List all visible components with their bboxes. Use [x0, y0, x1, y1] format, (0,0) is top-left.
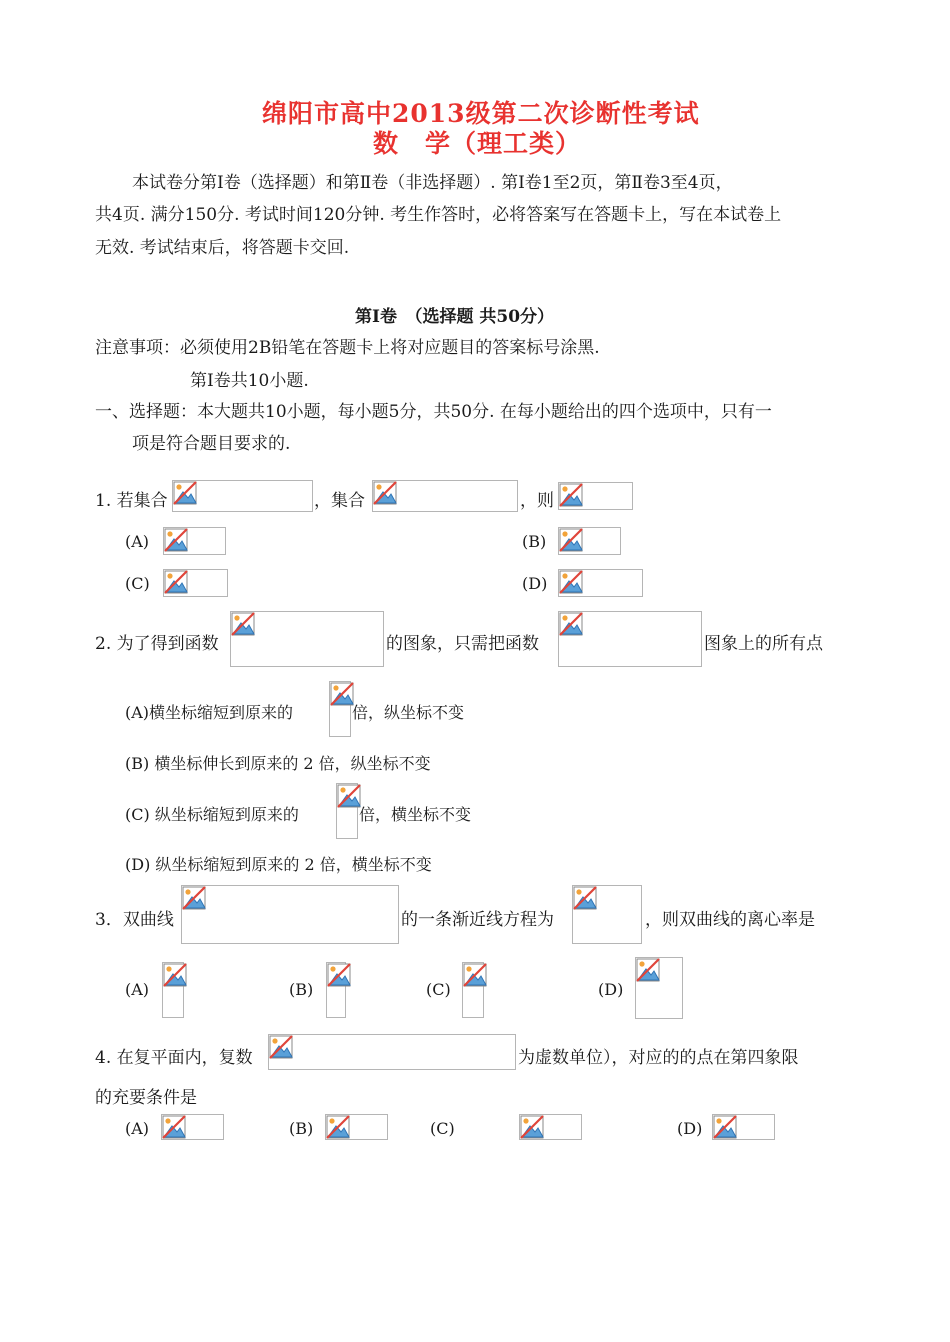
notice-line-2: 第Ⅰ卷共10小题.: [190, 371, 309, 391]
q1-mid: ，集合: [314, 491, 365, 511]
q3-tail: ，则双曲线的离心率是: [645, 910, 815, 930]
q4-option-c-label: (C): [430, 1119, 455, 1138]
formula-image: [329, 681, 351, 737]
formula-image: [336, 783, 358, 839]
exam-subtitle: 数 学（理工类）: [373, 129, 582, 158]
formula-image: [163, 527, 226, 555]
q2-tail: 图象上的所有点: [704, 634, 823, 654]
broken-image-icon: [373, 481, 397, 505]
part-line-1: 一、选择题：本大题共10小题，每小题5分，共50分. 在每小题给出的四个选项中，只有一: [95, 402, 772, 422]
broken-image-icon: [337, 784, 361, 808]
formula-image: [558, 569, 643, 597]
intro-line-2: 共4页. 满分150分. 考试时间120分钟. 考生作答时，必将答案写在答题卡上，写在本试卷上: [95, 205, 782, 225]
broken-image-icon: [520, 1115, 544, 1139]
q2-option-c-pre: (C) 纵坐标缩短到原来的: [125, 805, 299, 824]
broken-image-icon: [559, 570, 583, 594]
q2-option-c-post: 倍，横坐标不变: [359, 805, 472, 824]
formula-image: [558, 527, 621, 555]
section-title: 第Ⅰ卷 （选择题 共50分）: [355, 307, 555, 327]
broken-image-icon: [559, 483, 583, 507]
q4-tail: 为虚数单位），对应的的点在第四象限: [518, 1048, 799, 1068]
broken-image-icon: [164, 528, 188, 552]
formula-image: [181, 885, 399, 944]
q2-prefix: 2. 为了得到函数: [95, 634, 219, 654]
q3-option-d-label: (D): [598, 980, 624, 999]
broken-image-icon: [559, 528, 583, 552]
formula-image: [519, 1114, 582, 1140]
formula-image: [230, 611, 384, 667]
formula-image: [268, 1034, 516, 1070]
formula-image: [558, 482, 633, 510]
q1-option-b-label: (B): [522, 532, 547, 551]
formula-image: [161, 1114, 224, 1140]
formula-image: [172, 480, 313, 512]
q1-option-d-label: (D): [522, 574, 548, 593]
formula-image: [635, 957, 683, 1019]
broken-image-icon: [164, 570, 188, 594]
q3-option-b-label: (B): [289, 980, 314, 999]
formula-image: [572, 885, 642, 944]
broken-image-icon: [182, 886, 206, 910]
q1-tail: ，则: [520, 491, 554, 511]
q4-option-b-label: (B): [289, 1119, 314, 1138]
formula-image: [325, 1114, 388, 1140]
formula-image: [712, 1114, 775, 1140]
q3-mid: 的一条渐近线方程为: [401, 910, 554, 930]
q2-option-a-pre: (A)横坐标缩短到原来的: [125, 703, 294, 722]
q3-prefix: 3．双曲线: [95, 910, 174, 930]
q4-prefix: 4. 在复平面内，复数: [95, 1048, 253, 1068]
broken-image-icon: [559, 612, 583, 636]
intro-line-1: 本试卷分第Ⅰ卷（选择题）和第Ⅱ卷（非选择题）. 第Ⅰ卷1至2页，第Ⅱ卷3至4页，: [132, 173, 733, 193]
q4-option-a-label: (A): [125, 1119, 150, 1138]
q4-line2: 的充要条件是: [95, 1088, 197, 1108]
formula-image: [162, 962, 184, 1018]
q3-option-a-label: (A): [125, 980, 150, 999]
broken-image-icon: [636, 958, 660, 982]
formula-image: [163, 569, 228, 597]
q4-option-d-label: (D): [677, 1119, 703, 1138]
broken-image-icon: [162, 1115, 186, 1139]
formula-image: [462, 962, 484, 1018]
q2-option-d: (D) 纵坐标缩短到原来的 2 倍，横坐标不变: [125, 855, 432, 874]
notice-line-1: 注意事项：必须使用2B铅笔在答题卡上将对应题目的答案标号涂黑.: [95, 338, 600, 358]
q2-option-a-post: 倍，纵坐标不变: [352, 703, 465, 722]
broken-image-icon: [269, 1035, 293, 1059]
q2-mid: 的图象，只需把函数: [386, 634, 539, 654]
broken-image-icon: [231, 612, 255, 636]
broken-image-icon: [173, 481, 197, 505]
q1-option-c-label: (C): [125, 574, 150, 593]
broken-image-icon: [330, 682, 354, 706]
q3-option-c-label: (C): [426, 980, 451, 999]
broken-image-icon: [327, 963, 351, 987]
broken-image-icon: [326, 1115, 350, 1139]
q1-option-a-label: (A): [125, 532, 150, 551]
broken-image-icon: [713, 1115, 737, 1139]
broken-image-icon: [573, 886, 597, 910]
q1-prefix: 1. 若集合: [95, 491, 168, 511]
broken-image-icon: [163, 963, 187, 987]
formula-image: [558, 611, 702, 667]
part-line-2: 项是符合题目要求的.: [132, 434, 291, 454]
formula-image: [326, 962, 346, 1018]
intro-line-3: 无效. 考试结束后，将答题卡交回.: [95, 238, 350, 258]
formula-image: [372, 480, 518, 512]
q2-option-b: (B) 横坐标伸长到原来的 2 倍，纵坐标不变: [125, 754, 431, 773]
exam-title: 绵阳市高中2013级第二次诊断性考试: [262, 99, 700, 128]
broken-image-icon: [463, 963, 487, 987]
